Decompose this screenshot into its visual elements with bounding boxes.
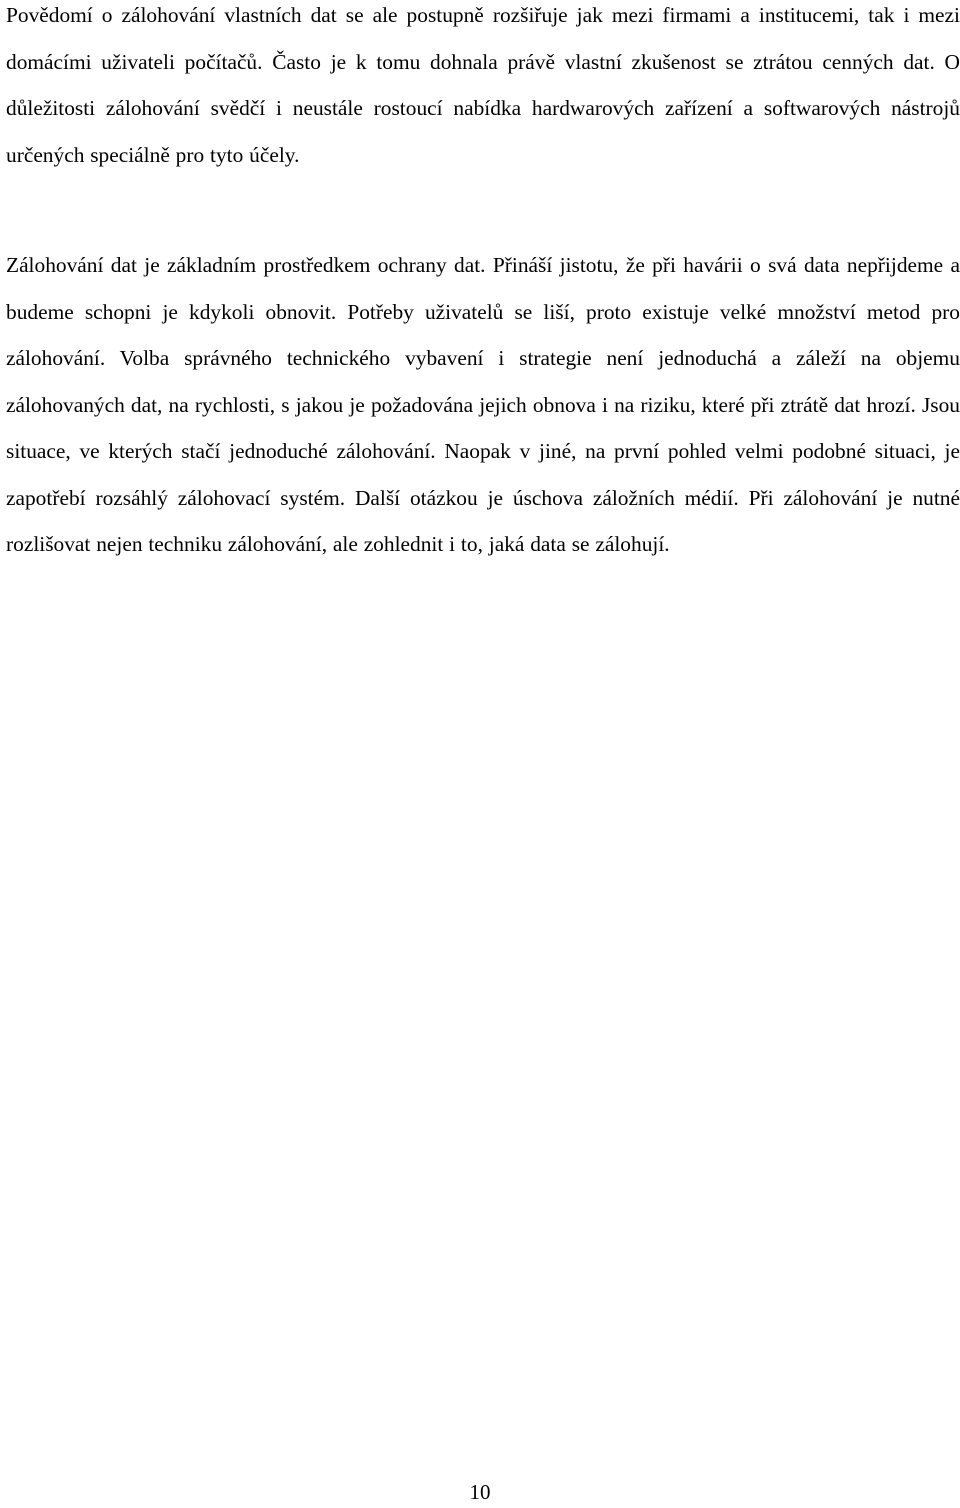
paragraph-backup-methods: Zálohování dat je základním prostředkem ochrany dat. Přináší jistotu, že při havárii o svá data nepřijdeme a budeme schopni je kdykoli obnovit. Potřeby uživatelů se liší, proto existuje velké množství metod pro zálohování. Volba správného technického vybavení i strategie není jednoduchá a záleží na objemu zálohovaných dat, na rychlosti, s jakou je požadována jejich obnova i na riziku, které při ztrátě dat hrozí. Jsou situace, ve kterých stačí jednoduché zálohování. Naopak v jiné, na první pohled velmi podobné situaci, je zapotřebí rozsáhlý zálohovací systém. Další otázkou je úschova záložních médií. Při zálohování je nutné rozlišovat nejen techniku zálohování, ale zohlednit i to, jaká data se zálohují. [6,253,960,556]
page-number: 10 [469,1480,491,1504]
paragraph-backup-awareness: Povědomí o zálohování vlastních dat se ale postupně rozšiřuje jak mezi firmami a institucemi, tak i mezi domácími uživateli počítačů. Často je k tomu dohnala právě vlastní zkušenost se ztrátou cenných dat. O důležitosti zálohování svědčí i neustále rostoucí nabídka hardwarových zařízení a softwarových nástrojů určených speciálně pro tyto účely. [6,3,960,167]
